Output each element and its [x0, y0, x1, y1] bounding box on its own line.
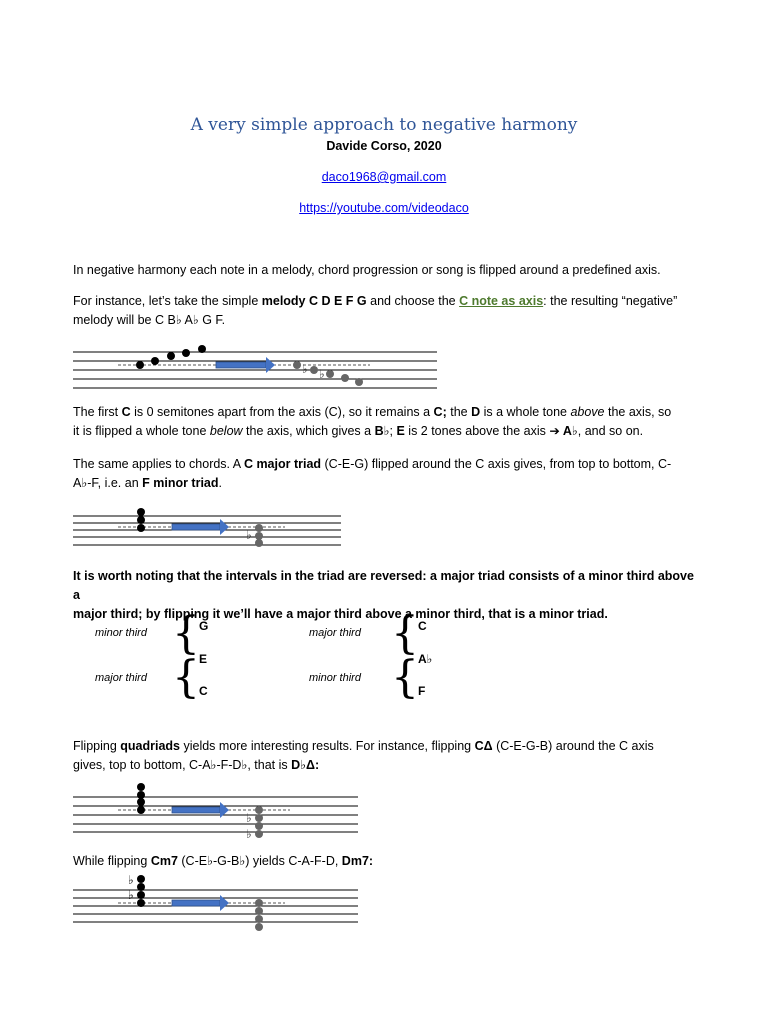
arrow-glyph: ➔ — [549, 424, 560, 438]
text-italic: above — [570, 405, 605, 419]
text-bold: F minor triad — [142, 476, 219, 490]
note-label: C — [199, 684, 208, 698]
text-run: the axis, so — [604, 405, 672, 419]
flat-sign: ♭ — [128, 888, 134, 902]
flip-arrow-head — [220, 895, 229, 911]
axis-link[interactable]: C note as axis — [459, 294, 544, 308]
note-label: E — [199, 652, 208, 666]
interval-label-upper: minor third — [95, 627, 147, 639]
text-bold: Cm7 — [150, 854, 178, 868]
note-g — [137, 883, 145, 891]
text-run: , and so on. — [577, 424, 644, 438]
text-bold: C; — [433, 405, 447, 419]
flat-sign: ♭ — [246, 811, 252, 825]
text-run: The same applies to chords. A — [73, 457, 244, 471]
interval-label-lower: minor third — [309, 672, 361, 684]
text-run: is 0 semitones apart from the axis (C), so it remains a — [130, 405, 434, 419]
flat-sign: ♭ — [246, 827, 252, 841]
note-label: F — [418, 684, 426, 698]
text-run: and choose the — [366, 294, 460, 308]
text-bold: It is worth noting that the intervals in the triad are reversed: a major triad consists of a minor third above a — [73, 569, 694, 602]
brace-icon: { — [391, 652, 419, 703]
text-bold: D♭Δ: — [291, 758, 320, 772]
interval-label-lower: major third — [95, 672, 147, 684]
text-bold: A♭ — [559, 424, 578, 438]
text-bold: E — [396, 424, 405, 438]
text-run: the axis, which gives a — [242, 424, 375, 438]
flip-arrow-shaft — [172, 900, 220, 906]
text-run: ; — [389, 424, 397, 438]
text-run: is a whole tone — [480, 405, 571, 419]
text-bold: Dm7: — [341, 854, 374, 868]
flat-sign: ♭ — [302, 362, 308, 376]
note-a — [255, 907, 263, 915]
note-c — [137, 899, 145, 907]
text-run: . — [218, 476, 223, 490]
text-run: is 2 tones above the axis — [404, 424, 550, 438]
brace-icon: { — [172, 608, 200, 659]
note-d — [255, 923, 263, 931]
text-run: gives, top to bottom, C-A♭-F-D♭, that is — [73, 758, 292, 772]
note-f — [255, 915, 263, 923]
text-run: Flipping — [73, 739, 121, 753]
note-c — [255, 899, 263, 907]
dm7-chord — [255, 899, 263, 931]
text-run: (C-E-G-B) around the C axis — [492, 739, 654, 753]
text-bold: CΔ — [474, 739, 493, 753]
text-bold: B♭ — [374, 424, 390, 438]
text-run: melody will be C B♭ A♭ G F. — [73, 313, 226, 327]
text-run: For instance, let’s take the simple — [73, 294, 262, 308]
note-label: G — [199, 619, 209, 633]
text-italic: below — [209, 424, 243, 438]
text-run: A♭-F, i.e. an — [73, 476, 143, 490]
text-run: The first — [73, 405, 122, 419]
flat-sign: ♭ — [128, 873, 134, 887]
flat-sign: ♭ — [319, 367, 325, 381]
text-run: While flipping — [73, 854, 151, 868]
text-run: (C-E♭-G-B♭) yields C-A-F-D, — [177, 854, 342, 868]
note-label: A♭ — [418, 652, 433, 666]
intro-paragraph: In negative harmony each note in a melody, chord progression or song is flipped around a predefined axis. — [73, 263, 661, 277]
document-author: Davide Corso, 2020 — [326, 139, 442, 153]
brace-icon: { — [391, 608, 419, 659]
melody-term: melody C D E F G — [261, 294, 367, 308]
text-bold: C — [121, 405, 131, 419]
text-run: : the resulting “negative” — [543, 294, 678, 308]
brace-icon: { — [172, 652, 200, 703]
text-run: the — [446, 405, 472, 419]
interval-label-upper: major third — [309, 627, 361, 639]
text-run: yields more interesting results. For instance, flipping — [180, 739, 475, 753]
text-bold: C major triad — [243, 457, 322, 471]
email-link[interactable]: daco1968@gmail.com — [321, 170, 447, 184]
cm7-chord — [137, 875, 145, 907]
text-bold: quadriads — [120, 739, 180, 753]
flat-sign: ♭ — [246, 528, 252, 542]
text-bold: major third; by flipping it we’ll have a major third above a minor third, that is a minor triad. — [73, 607, 608, 621]
note-eflat — [137, 891, 145, 899]
text-run: (C-E-G) flipped around the C axis gives, from top to bottom, C- — [321, 457, 672, 471]
text-run: it is flipped a whole tone — [73, 424, 210, 438]
document-title: A very simple approach to negative harmony — [190, 115, 578, 135]
note-label: C — [418, 619, 427, 633]
youtube-link[interactable]: https://youtube.com/videodaco — [299, 201, 469, 215]
text-bold: D — [471, 405, 481, 419]
note-bflat — [137, 875, 145, 883]
